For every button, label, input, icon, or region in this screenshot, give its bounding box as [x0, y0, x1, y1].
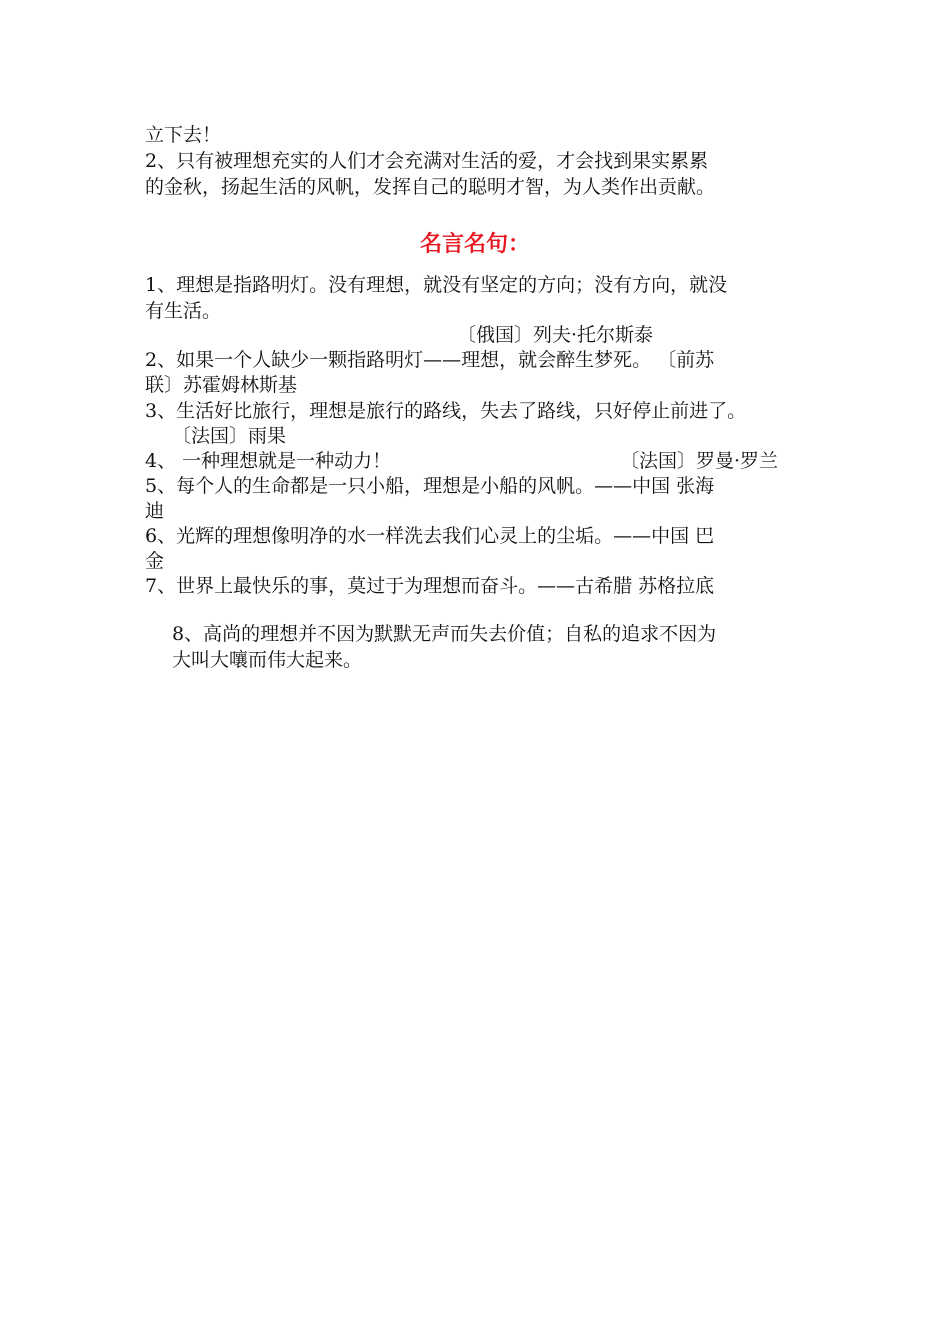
- quote-4-text: 4、 一种理想就是一种动力！: [145, 450, 392, 472]
- quote-1-line-1: 1、理想是指路明灯。没有理想，就没有坚定的方向；没有方向，就没: [145, 274, 728, 296]
- quote-3-line-1: 3、生活好比旅行，理想是旅行的路线，失去了路线，只好停止前进了。: [145, 400, 747, 422]
- quote-1-line-2: 有生活。: [145, 300, 222, 322]
- quote-5-line-1: 5、每个人的生命都是一只小船，理想是小船的风帆。——中国 张海: [145, 475, 715, 497]
- quote-7: 7、世界上最快乐的事，莫过于为理想而奋斗。——古希腊 苏格拉底: [145, 575, 715, 597]
- quote-6-line-2: 金: [145, 550, 165, 572]
- quote-2-line-1: 2、如果一个人缺少一颗指路明灯——理想，就会醉生梦死。 〔前苏: [145, 349, 715, 371]
- quote-6-line-1: 6、光辉的理想像明净的水一样洗去我们心灵上的尘垢。——中国 巴: [145, 525, 715, 547]
- intro-line-1: 立下去！: [145, 124, 222, 146]
- quote-5-line-2: 迪: [145, 500, 165, 522]
- quote-2-line-2: 联〕苏霍姆林斯基: [145, 374, 298, 396]
- quote-8-line-1: 8、高尚的理想并不因为默默无声而失去价值；自私的追求不因为: [172, 623, 717, 645]
- intro-line-3: 的金秋，扬起生活的风帆，发挥自己的聪明才智，为人类作出贡献。: [145, 176, 716, 198]
- quote-8-line-2: 大叫大嚷而伟大起来。: [172, 649, 363, 671]
- quote-3-attribution: 〔法国〕雨果: [172, 425, 287, 447]
- section-heading: 名言名句：: [419, 232, 530, 257]
- quote-1-attribution: 〔俄国〕列夫·托尔斯泰: [457, 324, 654, 346]
- quote-4-attribution: 〔法国〕罗曼·罗兰: [620, 450, 779, 472]
- intro-line-2: 2、只有被理想充实的人们才会充满对生活的爱，才会找到果实累累: [145, 150, 709, 172]
